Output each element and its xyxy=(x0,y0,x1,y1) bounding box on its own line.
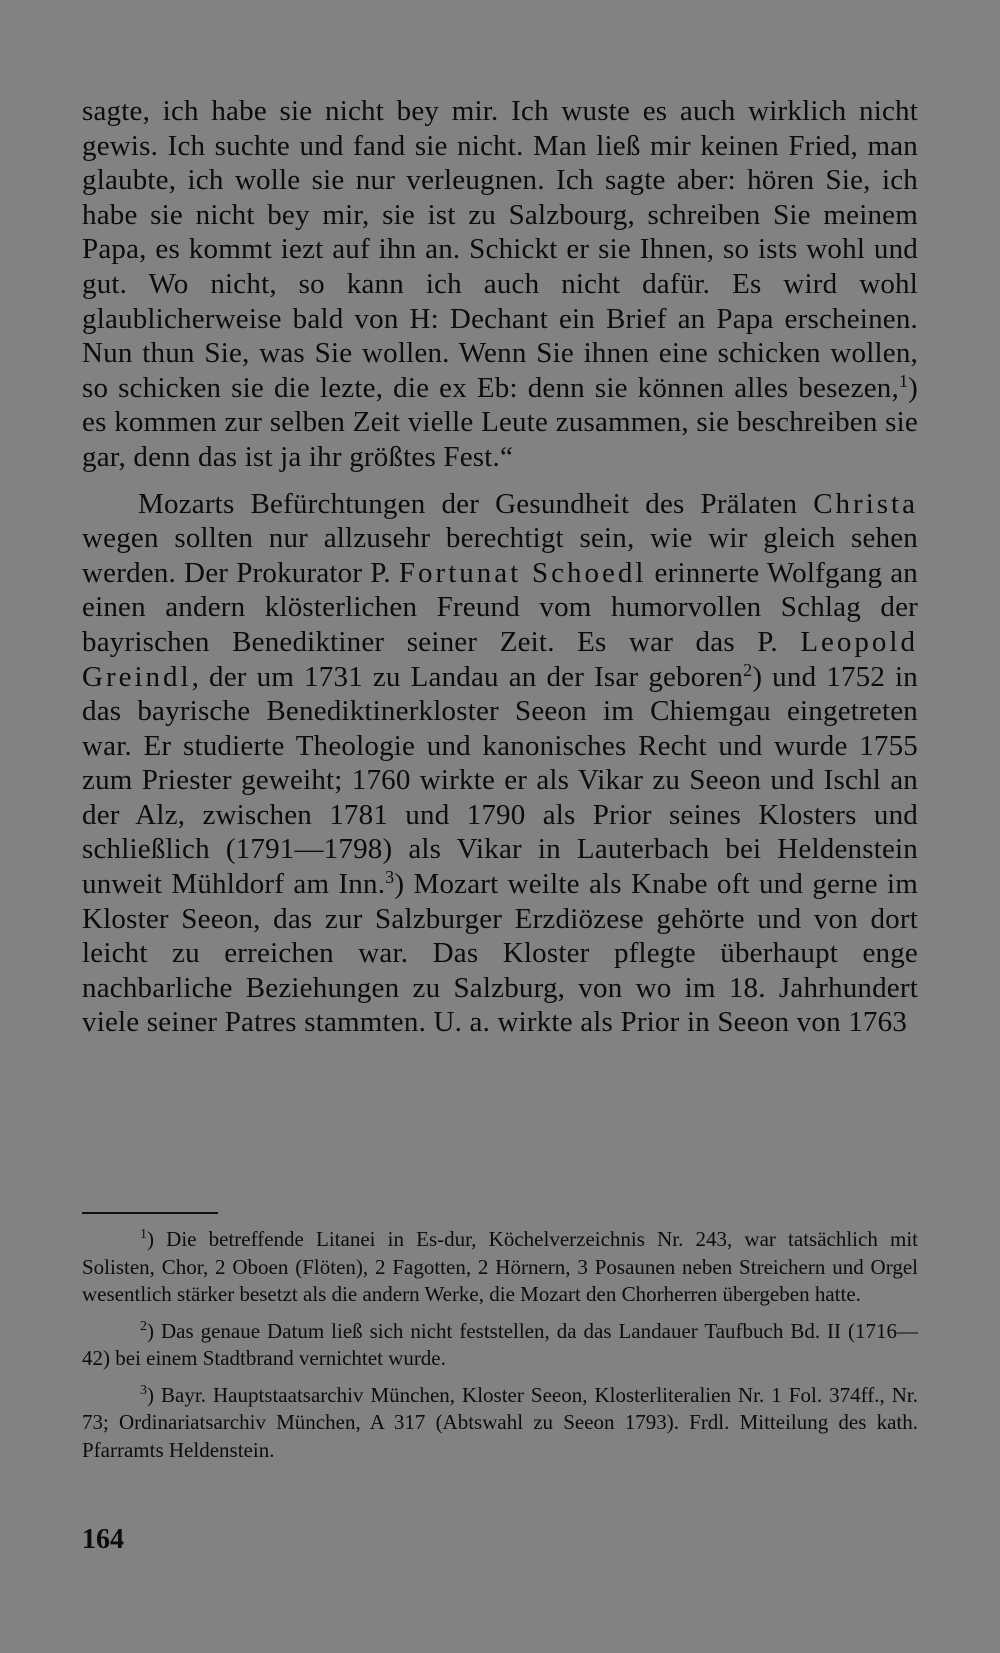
text-run: , der um 1731 zu Landau an der Isar geboren xyxy=(191,660,744,693)
footnote-2 xyxy=(82,1318,918,1373)
footnote-mark: 2 xyxy=(140,1318,147,1334)
name-greindl: Leopold Greindl xyxy=(82,625,918,693)
footnote-text: ) Die betreffende Litanei in Es-dur, Köchelverzeichnis Nr. 243, war tatsächlich mit Solisten, Chor, 2 Oboen (Flöten), 2 Fagotten, 2 Hörnern, 3 Posaunen neben Streichern und Orgel wesentlich stärker besetzt als die andern Werke, die Mozart den Chorherren übergeben hatte. xyxy=(82,1227,918,1306)
name-christa: Christa xyxy=(813,487,918,520)
quote-text: sagte, ich habe sie nicht bey mir. Ich wuste es auch wirklich nicht gewis. Ich suchte und fand sie nicht. Man ließ mir keinen Fried, man glaubte, ich wolle sie nur verleugnen. Ich sagte aber: hören Sie, ich habe sie nicht bey mir, sie ist zu Salzbourg, schreiben Sie meinem Papa, es kommt iezt auf ihn an. Schickt er sie Ihnen, so ists wohl und gut. Wo nicht, so kann ich auch nicht dafür. Es wird wohl glaublicherweise bald von H: Dechant ein Brief an Papa erscheinen. Nun thun Sie, was Sie wollen. Wenn Sie ihnen eine schicken wollen, so schicken sie die lezte, die ex Eb: denn sie können alles besezen, xyxy=(82,95,918,404)
text-run: ) Mozart weilte als Knabe oft und gerne im Kloster Seeon, das zur Salzburger Erzdiözese gehörte und von dort leicht zu erreichen war. Das Kloster pflegte überhaupt enge nachbarliche Beziehungen zu Salzburg, von wo im 18. Jahrhundert viele seiner Patres stammten. U. a. wirkte als Prior in Seeon von 1763 xyxy=(82,868,918,1039)
page-number: 164 xyxy=(82,1524,124,1555)
footnotes xyxy=(82,1226,918,1473)
footnote-mark: 3 xyxy=(140,1382,147,1398)
footnote-divider xyxy=(82,1212,218,1214)
text-run: wegen sollten nur allzusehr berechtigt sein, wie wir gleich sehen werden. Der Prokurator P. xyxy=(82,522,918,589)
quote-text-end: ) es kommen zur selben Zeit vielle Leute zusammen, sie beschreiben sie gar, denn das ist ja ihr größtes Fest.“ xyxy=(82,371,918,473)
footnote-3 xyxy=(82,1382,918,1465)
footnote-ref-3: 3 xyxy=(385,867,395,888)
text-run: ) und 1752 in das bayrische Benediktinerkloster Seeon im Chiemgau eingetreten war. Er studierte Theologie und kanonisches Recht und wurde 1755 zum Priester geweiht; 1760 wirkte er als Vikar zu Seeon und Ischl an der Alz, zwischen 1781 und 1790 als Prior seines Klosters und schließlich (1791—1798) als Vikar in Lauterbach bei Heldenstein unweit Mühldorf am Inn. xyxy=(82,660,918,901)
name-schoedl: Fortunat Schoedl xyxy=(398,556,647,589)
paragraph-letter-quote xyxy=(82,94,918,475)
footnote-ref-1: 1 xyxy=(898,370,909,391)
footnote-1 xyxy=(82,1226,918,1309)
text-run: erinnerte Wolfgang an einen andern klösterlichen Freund vom humorvollen Schlag der bayrischen Benediktiner seiner Zeit. Es war das P. xyxy=(82,556,918,658)
footnote-text: ) Das genaue Datum ließ sich nicht feststellen, da das Landauer Taufbuch Bd. II (1716—42) bei einem Stadtbrand vernichtet wurde. xyxy=(82,1318,918,1370)
main-text xyxy=(82,94,918,1040)
footnote-text: ) Bayr. Hauptstaatsarchiv München, Kloster Seeon, Klosterliteralien Nr. 1 Fol. 374ff., Nr. 73; Ordinariatsarchiv München, A 317 (Abtswahl zu Seeon 1793). Frdl. Mitteilung des kath. Pfarramts Heldenstein. xyxy=(82,1382,918,1462)
footnote-mark: 1 xyxy=(140,1227,147,1242)
paragraph-greindl xyxy=(82,487,918,1041)
footnote-ref-2: 2 xyxy=(743,659,753,680)
text-run: Mozarts Befürchtungen der Gesundheit des Prälaten xyxy=(138,487,814,520)
